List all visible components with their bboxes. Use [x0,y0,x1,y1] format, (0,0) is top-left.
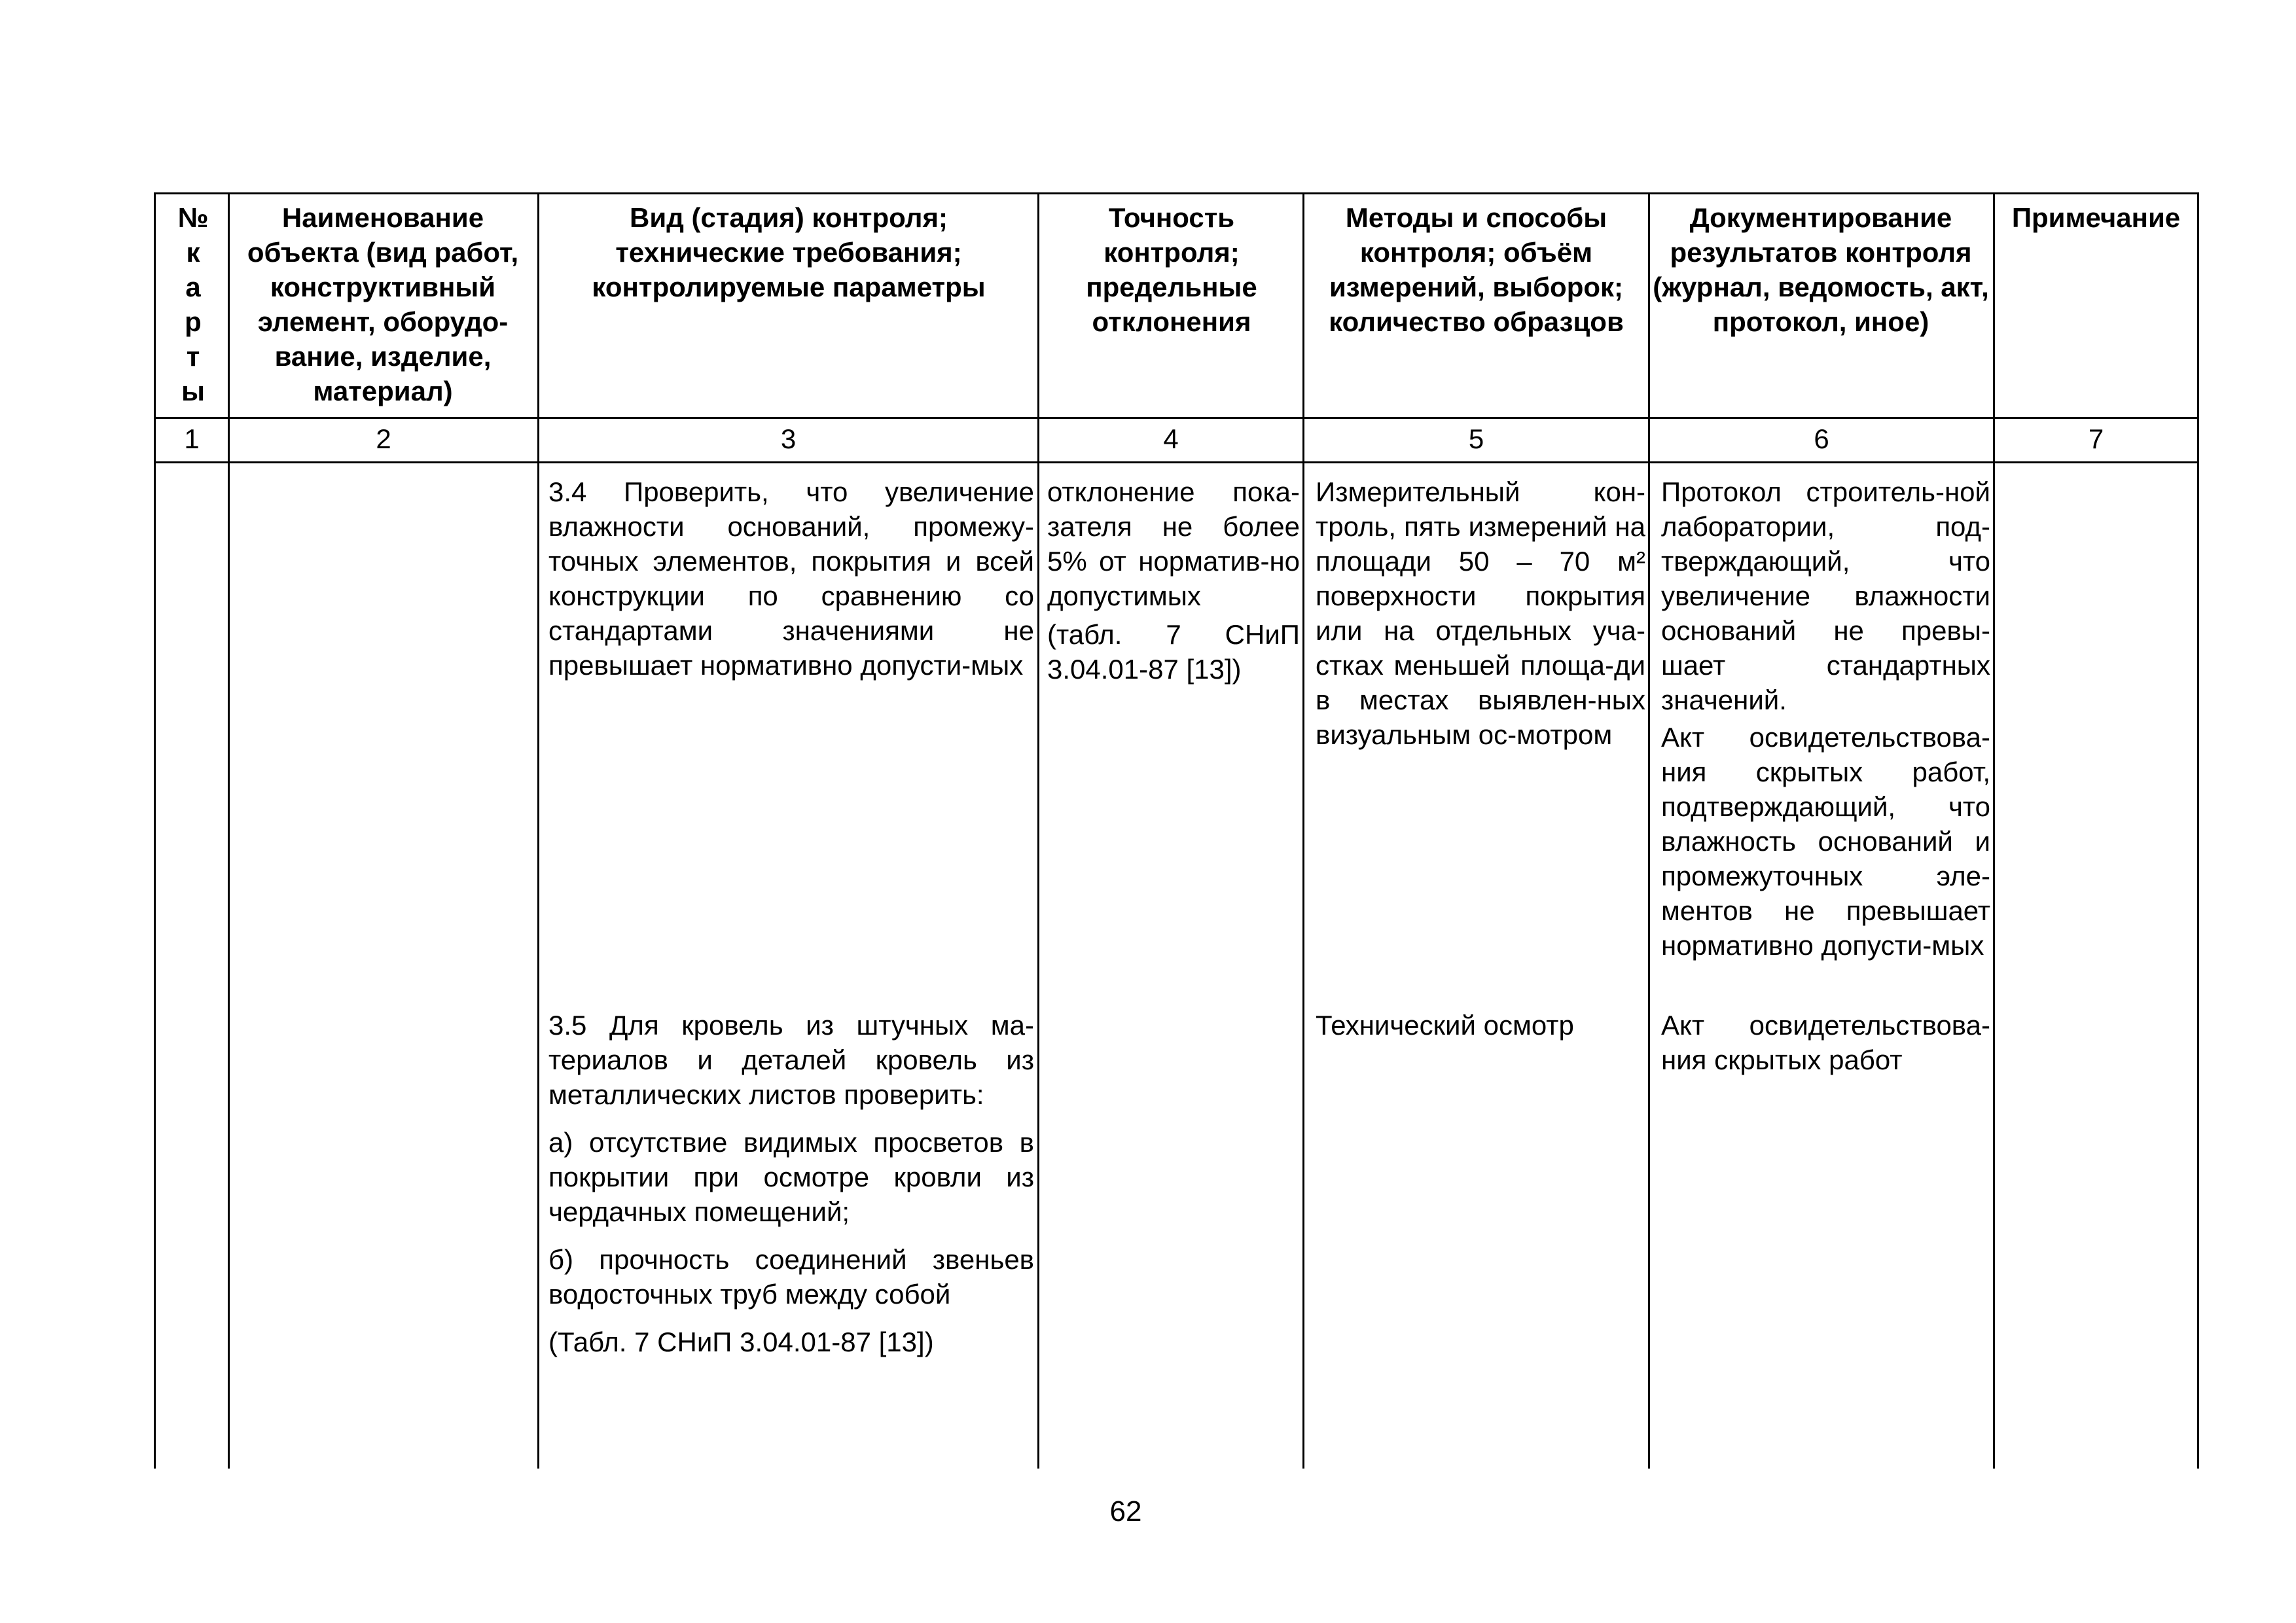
row-3-5-methods [1316,1008,1645,1056]
column-divider [228,192,230,1469]
row-3-5-requirements [548,1008,1034,1372]
header-card-number: № к а р т ы [177,202,209,406]
header-documentation: Документирование результатов контроля (журнал, ведомость, акт, протокол, иное) [1653,202,1989,337]
column-divider [537,192,539,1469]
column-number: 6 [1814,423,1829,454]
methods-text: Технический осмотр [1316,1010,1574,1041]
requirement-item: а) отсутствие видимых просветов в покрытии при осмотре кровли из чердачных помещений; [548,1127,1034,1227]
row-3-5-documentation [1661,1008,1990,1090]
requirement-reference: (Табл. 7 СНиП 3.04.01-87 [13]) [548,1327,934,1357]
column-divider [1302,192,1304,1469]
requirement-text: 3.5 Для кровель из штучных ма-териалов и деталей кровель из металлических листов проверить: [548,1010,1034,1110]
header-bottom-border [154,417,2199,419]
column-divider [1037,192,1039,1469]
row-3-4-documentation [1661,474,1990,976]
column-number: 7 [2088,423,2104,454]
accuracy-text: отклонение пока-зателя не более 5% от норматив-но допустимых [1047,476,1300,611]
column-divider [2197,192,2199,1469]
header-control-type: Вид (стадия) контроля; технические требования; контролируемые параметры [592,202,986,302]
header-object-name: Наименование объекта (вид работ, конструктивный элемент, оборудо-вание, изделие, материал) [247,202,519,406]
table-top-border [154,192,2199,194]
number-row-bottom-border [154,461,2199,463]
accuracy-reference: (табл. 7 СНиП 3.04.01-87 [13]) [1047,619,1300,685]
row-3-4-accuracy [1047,474,1300,700]
row-3-4-methods [1316,474,1645,765]
column-divider [1993,192,1995,1469]
documentation-text: Акт освидетельствова-ния скрытых работ [1661,1010,1990,1075]
column-divider [154,192,156,1469]
methods-text: Измерительный кон-троль, пять измерений на площади 50 – 70 м² поверхности покрытия или на отдельных уча-стках меньшей площа-ди в местах выявлен-ных визуальным ос-мотром [1316,476,1645,750]
header-notes: Примечание [2011,202,2181,233]
column-number: 3 [780,423,797,454]
column-number: 1 [184,423,200,454]
column-number: 5 [1468,423,1484,454]
requirement-item: б) прочность соединений звеньев водосточных труб между собой [548,1244,1034,1310]
header-methods: Методы и способы контроля; объём измерений, выборок; количество образцов [1329,202,1624,337]
column-number: 2 [376,423,391,454]
header-accuracy: Точность контроля; предельные отклонения [1086,202,1257,337]
documentation-text: Протокол строитель-ной лаборатории, под-тверждающий, что увеличение влажности оснований не превы-шает стандартных значений. [1661,476,1990,715]
column-divider [1648,192,1650,1469]
requirement-text: 3.4 Проверить, что увеличение влажности оснований, промежу-точных элементов, покрытия и всей конструкции по сравнению со стандартами значениями не превышает нормативно допусти-мых [548,476,1034,681]
column-number: 4 [1163,423,1179,454]
page-number: 62 [1109,1495,1142,1527]
row-3-4-requirements [548,474,1034,696]
documentation-text: Акт освидетельствова-ния скрытых работ, подтверждающий, что влажность оснований и промежуточных эле-ментов не превышает нормативно допусти-мых [1661,722,1990,961]
